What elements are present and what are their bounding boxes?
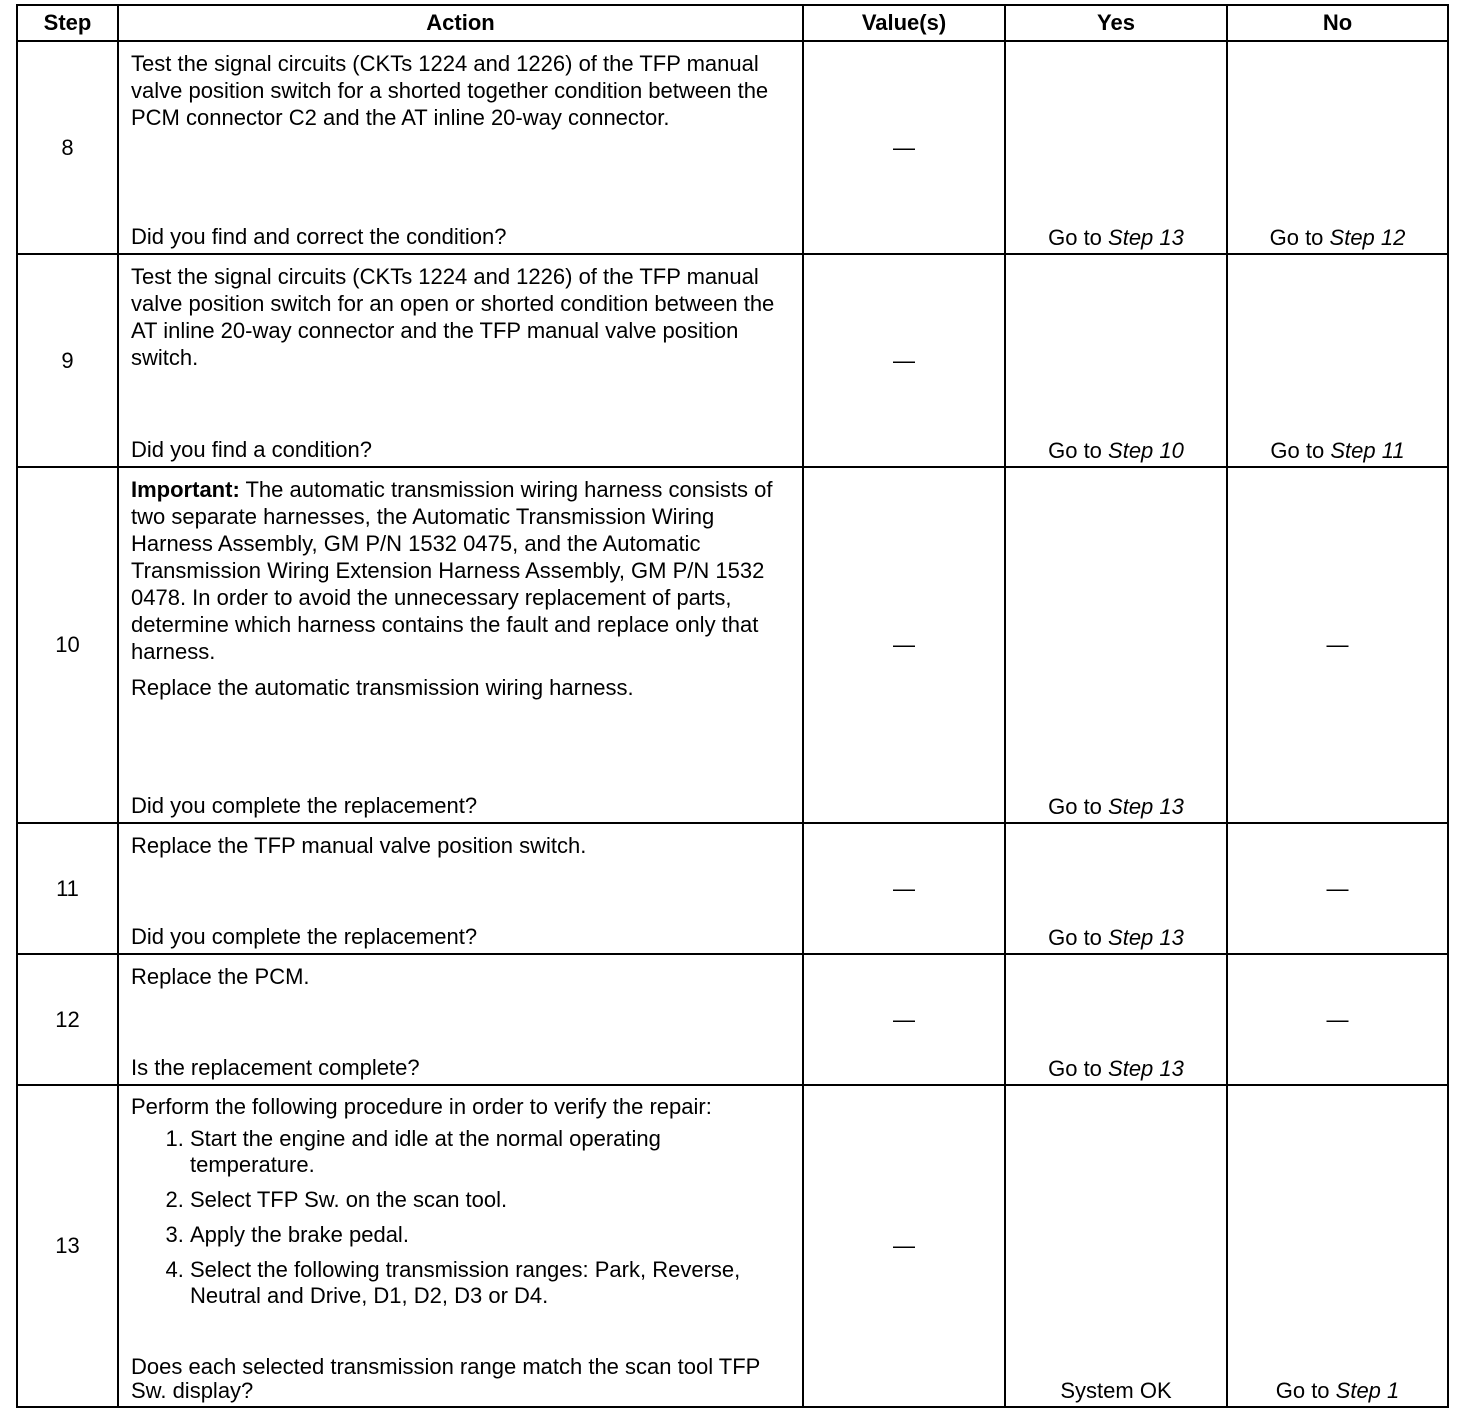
header-row [17, 5, 1448, 41]
yes-answer: Go to Step 13 [1048, 925, 1184, 950]
action-cell [118, 1085, 803, 1407]
step-ref: Step 13 [1108, 794, 1184, 819]
action-cell [118, 467, 803, 823]
important-label: Important: [131, 477, 240, 502]
action-cell [118, 823, 803, 954]
step-number: 8 [17, 41, 118, 254]
action-question: Does each selected transmission range match the scan tool TFP Sw. display? [131, 1354, 760, 1403]
header-step: Step [17, 5, 118, 41]
important-text: The automatic transmission wiring harness consists of two separate harnesses, the Automatic Transmission Wiring Harness Assembly, GM P/N 1532 0475, and the Automatic Transmission Wiring Extension Harness Assembly, GM P/N 1532 0478. In order to avoid the unnecessary replacement of parts, determine which harness contains the fault and replace only that harness. [131, 477, 773, 664]
no-cell: — [1227, 954, 1448, 1085]
action-question: Did you complete the replacement? [131, 793, 478, 818]
table-row [17, 823, 1448, 954]
step-number: 10 [17, 467, 118, 823]
action-text: Perform the following procedure in order to verify the repair: [131, 1094, 712, 1119]
yes-answer: System OK [1060, 1378, 1172, 1403]
step-number: 13 [17, 1085, 118, 1407]
action-cell [118, 954, 803, 1085]
yes-answer: Go to Step 13 [1048, 225, 1184, 250]
yes-cell [1005, 954, 1227, 1085]
header-action: Action [118, 5, 803, 41]
action-text: Replace the PCM. [131, 964, 310, 989]
step-number: 11 [17, 823, 118, 954]
header-yes: Yes [1005, 5, 1227, 41]
no-cell: — [1227, 823, 1448, 954]
table-row [17, 467, 1448, 823]
step-number: 9 [17, 254, 118, 467]
yes-answer: Go to Step 10 [1048, 438, 1184, 463]
table-row [17, 954, 1448, 1085]
yes-answer: Go to Step 13 [1048, 794, 1184, 819]
header-no: No [1227, 5, 1448, 41]
step-ref: Step 13 [1108, 1056, 1184, 1081]
action-text: Test the signal circuits (CKTs 1224 and 1226) of the TFP manual valve position switch for a shorted together condition between the PCM connector C2 and the AT inline 20-way connector. [131, 51, 769, 130]
no-answer: Go to Step 1 [1275, 1378, 1400, 1403]
value-cell: — [803, 467, 1005, 823]
procedure-step: 3. Apply the brake pedal. [190, 1222, 790, 1248]
step-ref: Step 13 [1108, 225, 1184, 250]
yes-cell [1005, 823, 1227, 954]
value-cell: — [803, 41, 1005, 254]
action-question: Did you find and correct the condition? [131, 224, 507, 249]
yes-answer: Go to Step 13 [1048, 1056, 1184, 1081]
table-row [17, 254, 1448, 467]
step-ref: Step 1 [1335, 1378, 1400, 1403]
table-row [17, 1085, 1448, 1407]
no-answer: Go to Step 12 [1269, 225, 1406, 250]
header-values: Value(s) [803, 5, 1005, 41]
value-cell: — [803, 254, 1005, 467]
table-row [17, 41, 1448, 254]
action-text: Test the signal circuits (CKTs 1224 and 1226) of the TFP manual valve position switch for an open or shorted condition between the AT inline 20-way connector and the TFP manual valve position switch. [131, 264, 775, 370]
important-note [131, 476, 790, 665]
step-ref: Step 10 [1108, 438, 1184, 463]
action-question: Is the replacement complete? [131, 1055, 420, 1080]
step-ref: Step 13 [1108, 925, 1184, 950]
procedure-step: 2. Select TFP Sw. on the scan tool. [190, 1187, 790, 1213]
action-question: Did you find a condition? [131, 437, 372, 462]
yes-cell [1005, 467, 1227, 823]
yes-cell [1005, 254, 1227, 467]
procedure-step: 4. Select the following transmission ranges: Park, Reverse, Neutral and Drive, D1, D2, D3 or D4. [190, 1257, 790, 1309]
action-text: Replace the automatic transmission wiring harness. [131, 675, 634, 700]
value-cell: — [803, 1085, 1005, 1407]
diagnostic-table [16, 4, 1449, 1408]
value-cell: — [803, 954, 1005, 1085]
procedure-step: 1. Start the engine and idle at the normal operating temperature. [190, 1126, 790, 1178]
step-ref: Step 11 [1330, 438, 1405, 463]
step-ref: Step 12 [1329, 225, 1406, 250]
value-cell: — [803, 823, 1005, 954]
no-cell [1227, 41, 1448, 254]
no-cell: — [1227, 467, 1448, 823]
step-number: 12 [17, 954, 118, 1085]
action-cell [118, 41, 803, 254]
procedure-list [131, 1126, 790, 1309]
yes-cell [1005, 1085, 1227, 1407]
yes-cell [1005, 41, 1227, 254]
no-cell [1227, 254, 1448, 467]
no-cell [1227, 1085, 1448, 1407]
action-question: Did you complete the replacement? [131, 924, 478, 949]
action-cell [118, 254, 803, 467]
no-answer: Go to Step 11 [1270, 438, 1405, 463]
action-text: Replace the TFP manual valve position switch. [131, 833, 587, 858]
